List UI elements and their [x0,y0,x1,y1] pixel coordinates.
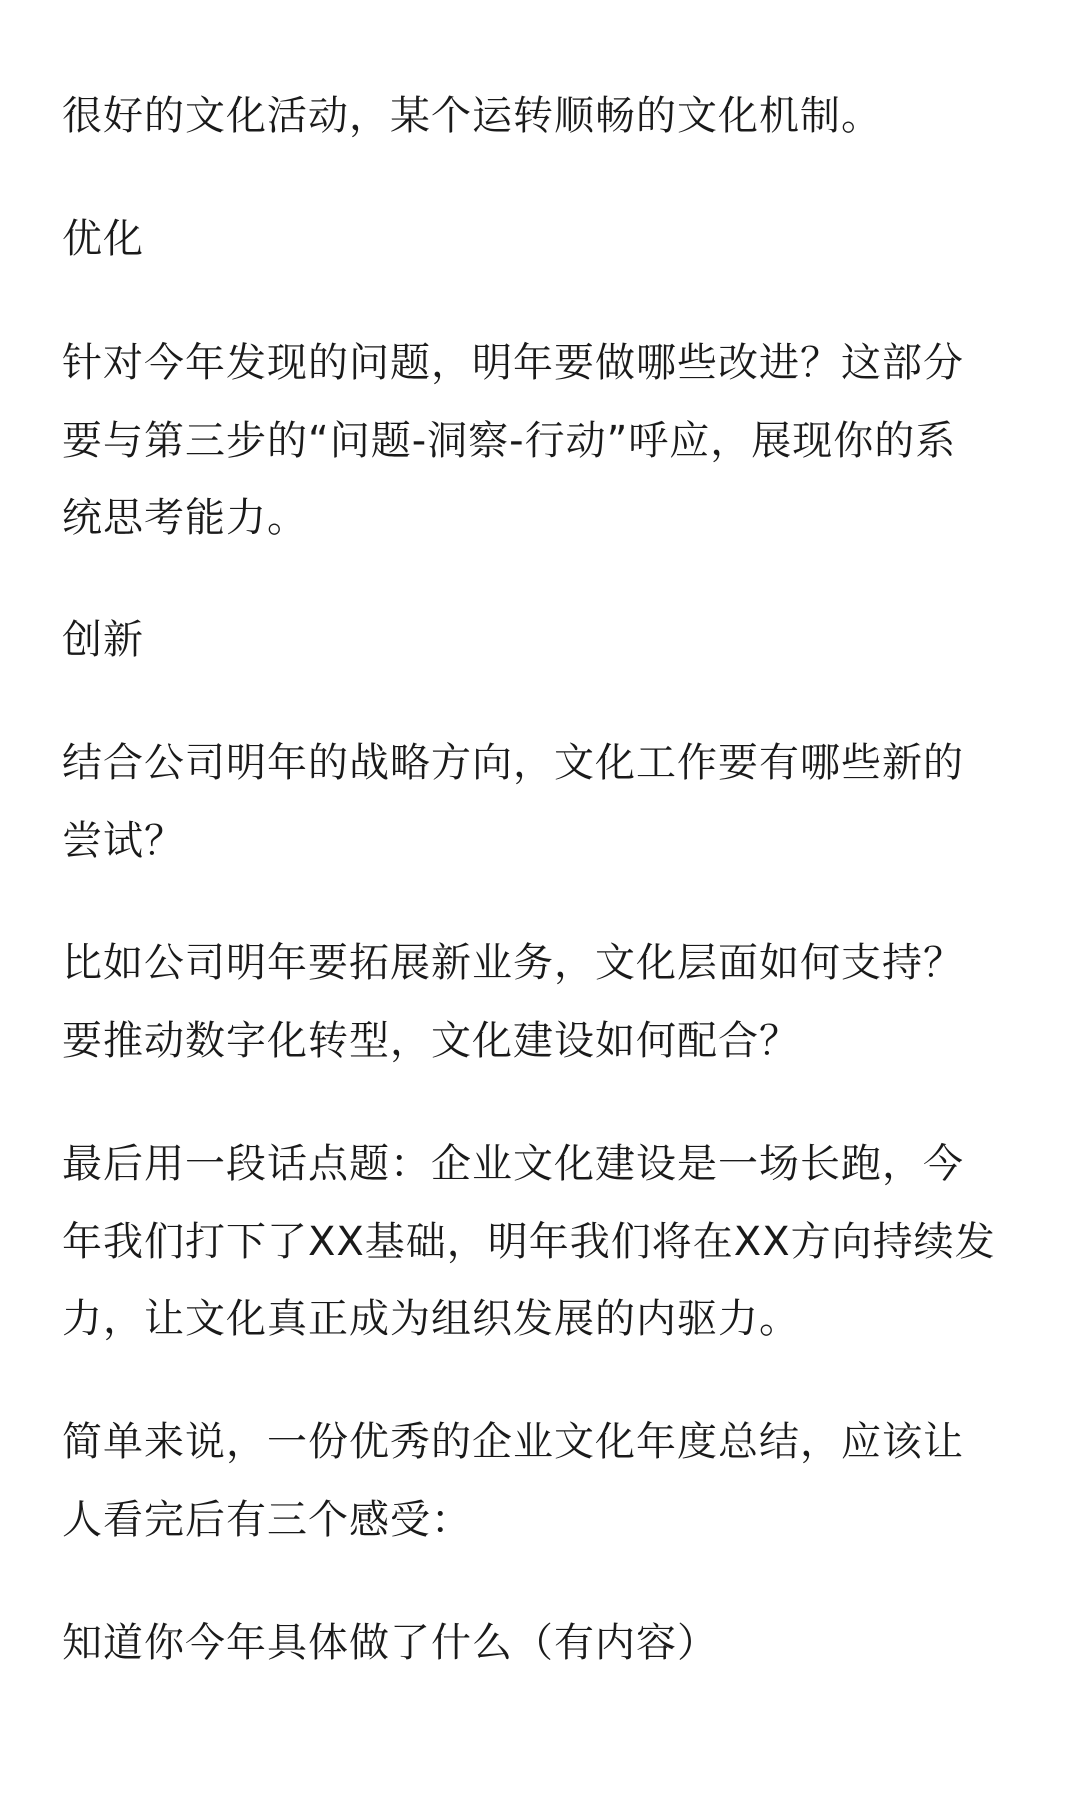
paragraph-6-line-1: 比如公司明年要拓展新业务，文化层面如何支持？ [62,940,964,986]
paragraph-6-line-2: 要推动数字化转型，文化建设如何配合？ [62,1018,800,1064]
subheading-optimize: 优化 [62,216,144,262]
paragraph-7-line-3: 力，让文化真正成为组织发展的内驱力。 [62,1296,800,1342]
paragraph-3-line-2: 要与第三步的“问题-洞察-行动”呼应，展现你的系 [62,418,957,464]
paragraph-9-line-1: 知道你今年具体做了什么（有内容） [62,1620,718,1666]
paragraph-7-line-2: 年我们打下了XX基础，明年我们将在XX方向持续发 [62,1219,996,1265]
paragraph-3-line-3: 统思考能力。 [62,495,308,541]
paragraph-8-line-2: 人看完后有三个感受： [62,1497,472,1543]
paragraph-5-line-2: 尝试？ [62,818,185,864]
paragraph-3-line-1: 针对今年发现的问题，明年要做哪些改进？这部分 [62,340,964,386]
subheading-innovate: 创新 [62,617,144,663]
paragraph-8-line-1: 简单来说，一份优秀的企业文化年度总结，应该让 [62,1419,964,1465]
paragraph-5-line-1: 结合公司明年的战略方向，文化工作要有哪些新的 [62,740,964,786]
paragraph-7-line-1: 最后用一段话点题：企业文化建设是一场长跑，今 [62,1141,964,1187]
paragraph-1-line-1: 很好的文化活动，某个运转顺畅的文化机制。 [62,93,882,139]
